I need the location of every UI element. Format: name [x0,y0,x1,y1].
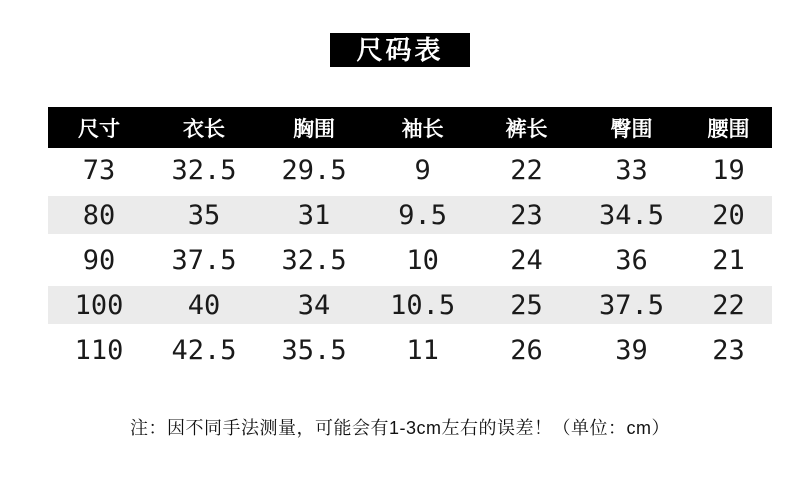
size-table-container [48,107,772,373]
table-cell: 36 [615,245,648,276]
table-row [48,148,772,193]
column-header: 衣长 [150,107,258,148]
title-bar [0,33,800,67]
column-header: 袖长 [370,107,475,148]
table-cell: 9.5 [370,193,475,238]
size-table-head [48,107,772,148]
table-row [48,238,772,283]
table-cell: 10 [406,245,439,276]
table-cell: 26 [510,335,543,366]
table-cell: 19 [712,155,745,186]
table-cell: 21 [712,245,745,276]
table-cell: 22 [510,155,543,186]
table-cell: 9 [414,155,431,186]
table-cell: 20 [685,193,772,238]
table-cell: 23 [475,193,578,238]
table-cell: 33 [615,155,648,186]
column-header: 裤长 [475,107,578,148]
table-row [48,193,772,238]
table-cell: 80 [48,193,150,238]
table-cell: 110 [74,335,124,366]
table-cell: 39 [615,335,648,366]
table-cell: 23 [712,335,745,366]
table-cell: 34.5 [578,193,685,238]
table-cell: 24 [510,245,543,276]
table-cell: 35.5 [281,335,347,366]
size-table [48,107,772,373]
table-cell: 90 [82,245,116,276]
page-title: 尺码表 [330,33,469,67]
table-cell: 40 [150,283,258,328]
table-cell: 34 [258,283,370,328]
column-header: 尺寸 [48,107,150,148]
table-cell: 31 [258,193,370,238]
table-cell: 35 [150,193,258,238]
table-cell: 100 [48,283,150,328]
measurement-note: 注：因不同手法测量，可能会有1-3cm左右的误差！（单位：cm） [129,418,670,438]
size-table-body [48,148,772,373]
table-cell: 73 [82,155,116,186]
table-cell: 37.5 [171,245,237,276]
table-row [48,328,772,373]
column-header: 臀围 [578,107,685,148]
table-row [48,283,772,328]
table-cell: 32.5 [171,155,237,186]
table-cell: 32.5 [281,245,347,276]
table-cell: 29.5 [281,155,347,186]
column-header: 腰围 [685,107,772,148]
table-cell: 25 [475,283,578,328]
table-cell: 10.5 [370,283,475,328]
table-cell: 37.5 [578,283,685,328]
table-cell: 22 [685,283,772,328]
table-cell: 11 [406,335,439,366]
column-header: 胸围 [258,107,370,148]
size-table-header-row [48,107,772,148]
table-cell: 42.5 [171,335,237,366]
